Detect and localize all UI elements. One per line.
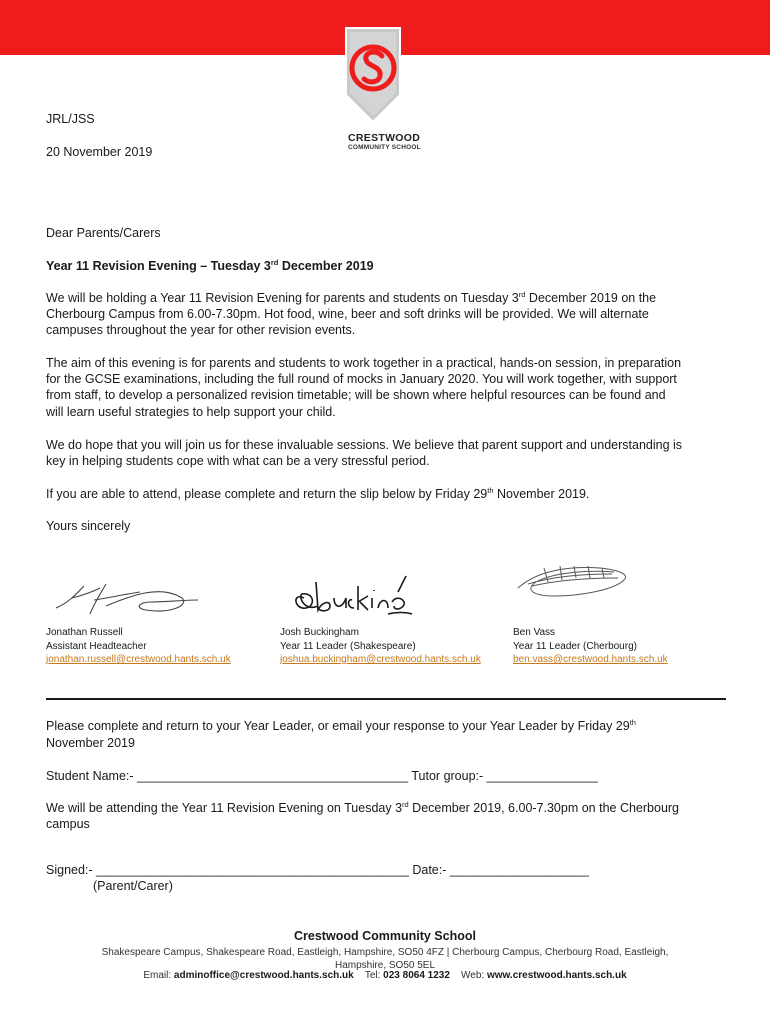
signatory-role: Assistant Headteacher <box>46 640 147 652</box>
signature-jonathan-russell <box>50 578 200 618</box>
signatory-1 <box>46 626 231 667</box>
paragraph-2-line-4: will learn useful strategies to help support your child. <box>46 405 336 419</box>
paragraph-2-line-1: The aim of this evening is for parents and students to work together in a practical, hands-on session, in preparation <box>46 356 682 370</box>
footer-website-link[interactable]: www.crestwood.hants.sch.uk <box>486 970 627 981</box>
signatory-2 <box>280 626 481 667</box>
email-link[interactable]: jonathan.russell@crestwood.hants.sch.uk <box>46 654 231 665</box>
school-subtitle: COMMUNITY SCHOOL <box>348 144 421 151</box>
signature-josh-buckingham <box>288 568 413 620</box>
signatory-role: Year 11 Leader (Cherbourg) <box>513 640 637 652</box>
signed-date-fields: Signed:- _____________________________________________ Date:- ____________________ <box>46 863 589 877</box>
parent-carer-label: (Parent/Carer) <box>93 879 173 893</box>
paragraph-3-line-2: key in helping students cope with what can be a very stressful period. <box>46 454 430 468</box>
letter-date: 20 November 2019 <box>46 145 153 159</box>
signatory-name: Josh Buckingham <box>280 627 359 638</box>
paragraph-2-line-3: from staff, to develop a personalized revision timetable; will be shown where helpful resources can be found and <box>46 388 666 402</box>
closing: Yours sincerely <box>46 519 131 533</box>
salutation: Dear Parents/Carers <box>46 226 161 240</box>
footer-contact-line: Email: adminoffice@crestwood.hants.sch.uk Tel: 023 8064 1232 Web: www.crestwood.hants.sch.uk <box>143 970 627 981</box>
letter-reference: JRL/JSS <box>46 112 95 126</box>
paragraph-3-line-1: We do hope that you will join us for these invaluable sessions. We believe that parent support and understanding is <box>46 438 683 452</box>
signatory-role: Year 11 Leader (Shakespeare) <box>280 640 416 652</box>
footer-address-line-1: Shakespeare Campus, Shakespeare Road, Eastleigh, Hampshire, SO50 4FZ | Cherbourg Campus, Cherbourg Road, Eastleigh, <box>101 947 669 958</box>
slip-intro-line-2: November 2019 <box>46 736 135 750</box>
slip-intro-line-1: Please complete and return to your Year Leader, or email your response to your Year Leader by Friday 29th <box>46 717 636 733</box>
footer-telephone: 023 8064 1232 <box>383 970 450 981</box>
attendance-line-1: We will be attending the Year 11 Revision Evening on Tuesday 3rd December 2019, 6.00-7.30pm on the Cherbourg <box>46 799 680 815</box>
footer-email-link[interactable]: adminoffice@crestwood.hants.sch.uk <box>173 970 354 981</box>
attendance-line-2: campus <box>46 817 90 831</box>
paragraph-1-line-1: We will be holding a Year 11 Revision Evening for parents and students on Tuesday 3rd December 2019 on the <box>46 289 657 305</box>
footer-school-title: Crestwood Community School <box>294 929 476 943</box>
student-name-tutor-group-fields: Student Name:- _______________________________________ Tutor group:- ________________ <box>46 769 598 783</box>
signatory-name: Ben Vass <box>513 627 556 638</box>
paragraph-4: If you are able to attend, please complete and return the slip below by Friday 29th November 2019. <box>46 485 590 501</box>
signature-ben-vass <box>514 562 639 604</box>
signatory-name: Jonathan Russell <box>46 627 123 638</box>
paragraph-1-line-2: Cherbourg Campus from 6.00-7.30pm. Hot food, wine, beer and soft drinks will be provided. We will alternate <box>46 307 649 321</box>
footer-address-line-2: Hampshire, SO50 5EL <box>334 960 436 971</box>
letter-subject: Year 11 Revision Evening – Tuesday 3rd December 2019 <box>46 257 374 273</box>
signatory-3 <box>513 626 668 667</box>
paragraph-2-line-2: for the GCSE examinations, including the full round of mocks in January 2020. You will work together, with support <box>46 372 677 386</box>
school-name: CRESTWOOD <box>348 132 421 144</box>
school-crest-logo <box>343 25 403 125</box>
slip-divider <box>46 698 726 700</box>
email-link[interactable]: joshua.buckingham@crestwood.hants.sch.uk <box>280 654 481 665</box>
paragraph-1-line-3: campuses throughout the year for other revision events. <box>46 323 356 337</box>
email-link[interactable]: ben.vass@crestwood.hants.sch.uk <box>513 654 668 665</box>
